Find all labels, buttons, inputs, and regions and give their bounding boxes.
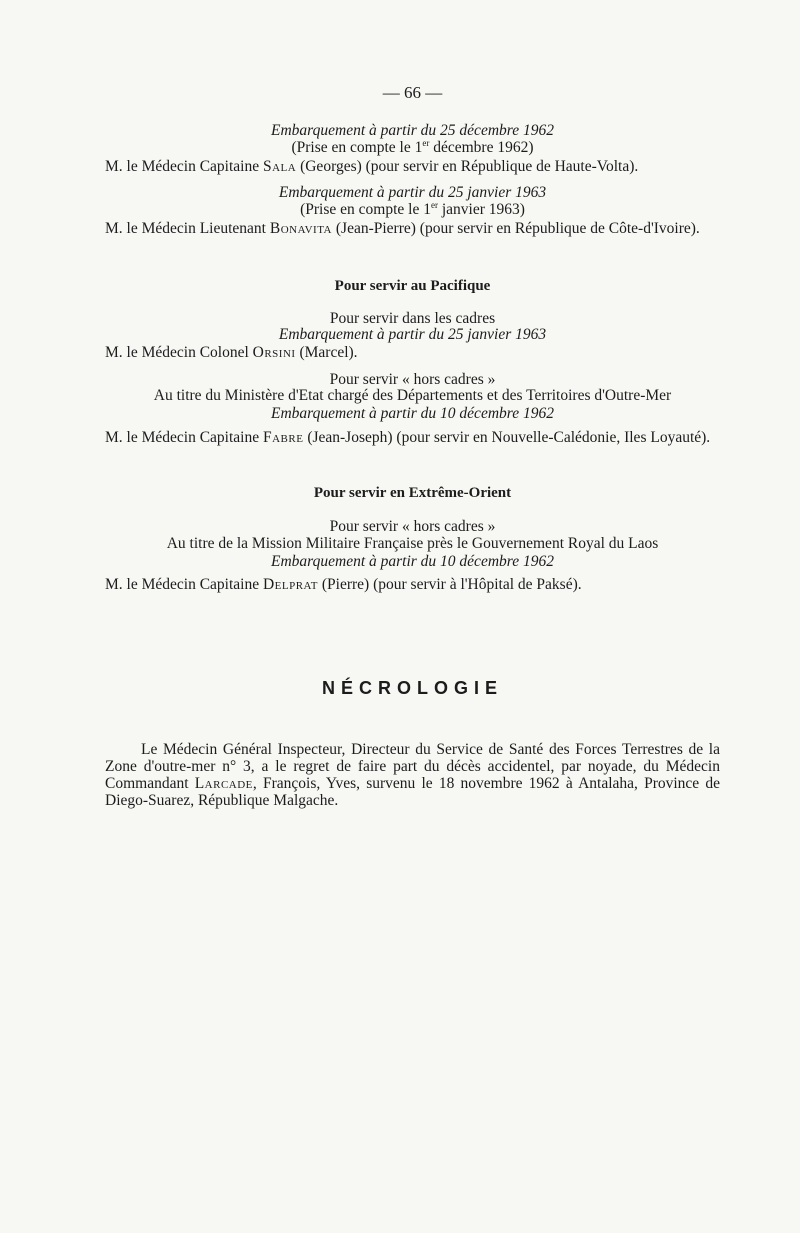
necrologie-paragraph: Le Médecin Général Inspecteur, Directeur du Service de Santé des Forces Terrestres de la Zone d'outre-mer n° 3, a le regret de faire part du décès accidentel, par noyade, du Médecin Commandant Larcade, François, Yves, survenu le 18 novembre 1962 à Antalaha, Province de Diego-Suarez, République Malgache.	[105, 741, 720, 809]
section-heading: Pour servir en Extrême-Orient	[313, 485, 512, 501]
embarkation-date: Embarquement à partir du 25 décembre 1962	[271, 122, 554, 139]
prise-en-compte: (Prise en compte le 1er décembre 1962)	[291, 137, 534, 156]
officer-surname: Orsini	[252, 344, 296, 361]
section-heading: Pour servir au Pacifique	[334, 278, 491, 294]
subheading: Pour servir dans les cadres	[329, 310, 496, 327]
necrologie-title: NÉCROLOGIE	[321, 678, 503, 698]
embarkation-date: Embarquement à partir du 25 janvier 1963	[278, 326, 547, 343]
subheading-detail: Au titre de la Mission Militaire Française près le Gouvernement Royal du Laos	[166, 535, 659, 552]
subheading-detail: Au titre du Ministère d'Etat chargé des Départements et des Territoires d'Outre-Mer	[153, 387, 672, 404]
embarkation-date: Embarquement à partir du 25 janvier 1963	[278, 184, 547, 201]
officer-surname: Delprat	[262, 576, 318, 593]
officer-entry: M. le Médecin Lieutenant Bonavita (Jean-Pierre) (pour servir en République de Côte-d'Ivoire).	[105, 220, 700, 237]
officer-entry: M. le Médecin Capitaine Delprat (Pierre) (pour servir à l'Hôpital de Paksé).	[105, 576, 582, 593]
officer-surname: Bonavita	[269, 220, 333, 237]
page-number: — 66 —	[382, 83, 443, 102]
document-page	[105, 0, 720, 1233]
subheading: Pour servir « hors cadres »	[329, 518, 496, 535]
officer-surname: Fabre	[262, 429, 304, 446]
deceased-surname: Larcade	[194, 775, 253, 792]
prise-en-compte: (Prise en compte le 1er janvier 1963)	[300, 199, 525, 218]
embarkation-date: Embarquement à partir du 10 décembre 1962	[271, 405, 554, 422]
embarkation-date: Embarquement à partir du 10 décembre 1962	[271, 553, 554, 570]
officer-entry: M. le Médecin Capitaine Fabre (Jean-Joseph) (pour servir en Nouvelle-Calédonie, Iles Loyauté).	[105, 429, 711, 446]
officer-entry: M. le Médecin Capitaine Sala (Georges) (pour servir en République de Haute-Volta).	[105, 158, 639, 175]
subheading: Pour servir « hors cadres »	[329, 371, 496, 388]
officer-entry: M. le Médecin Colonel Orsini (Marcel).	[105, 344, 358, 361]
officer-surname: Sala	[262, 158, 297, 175]
